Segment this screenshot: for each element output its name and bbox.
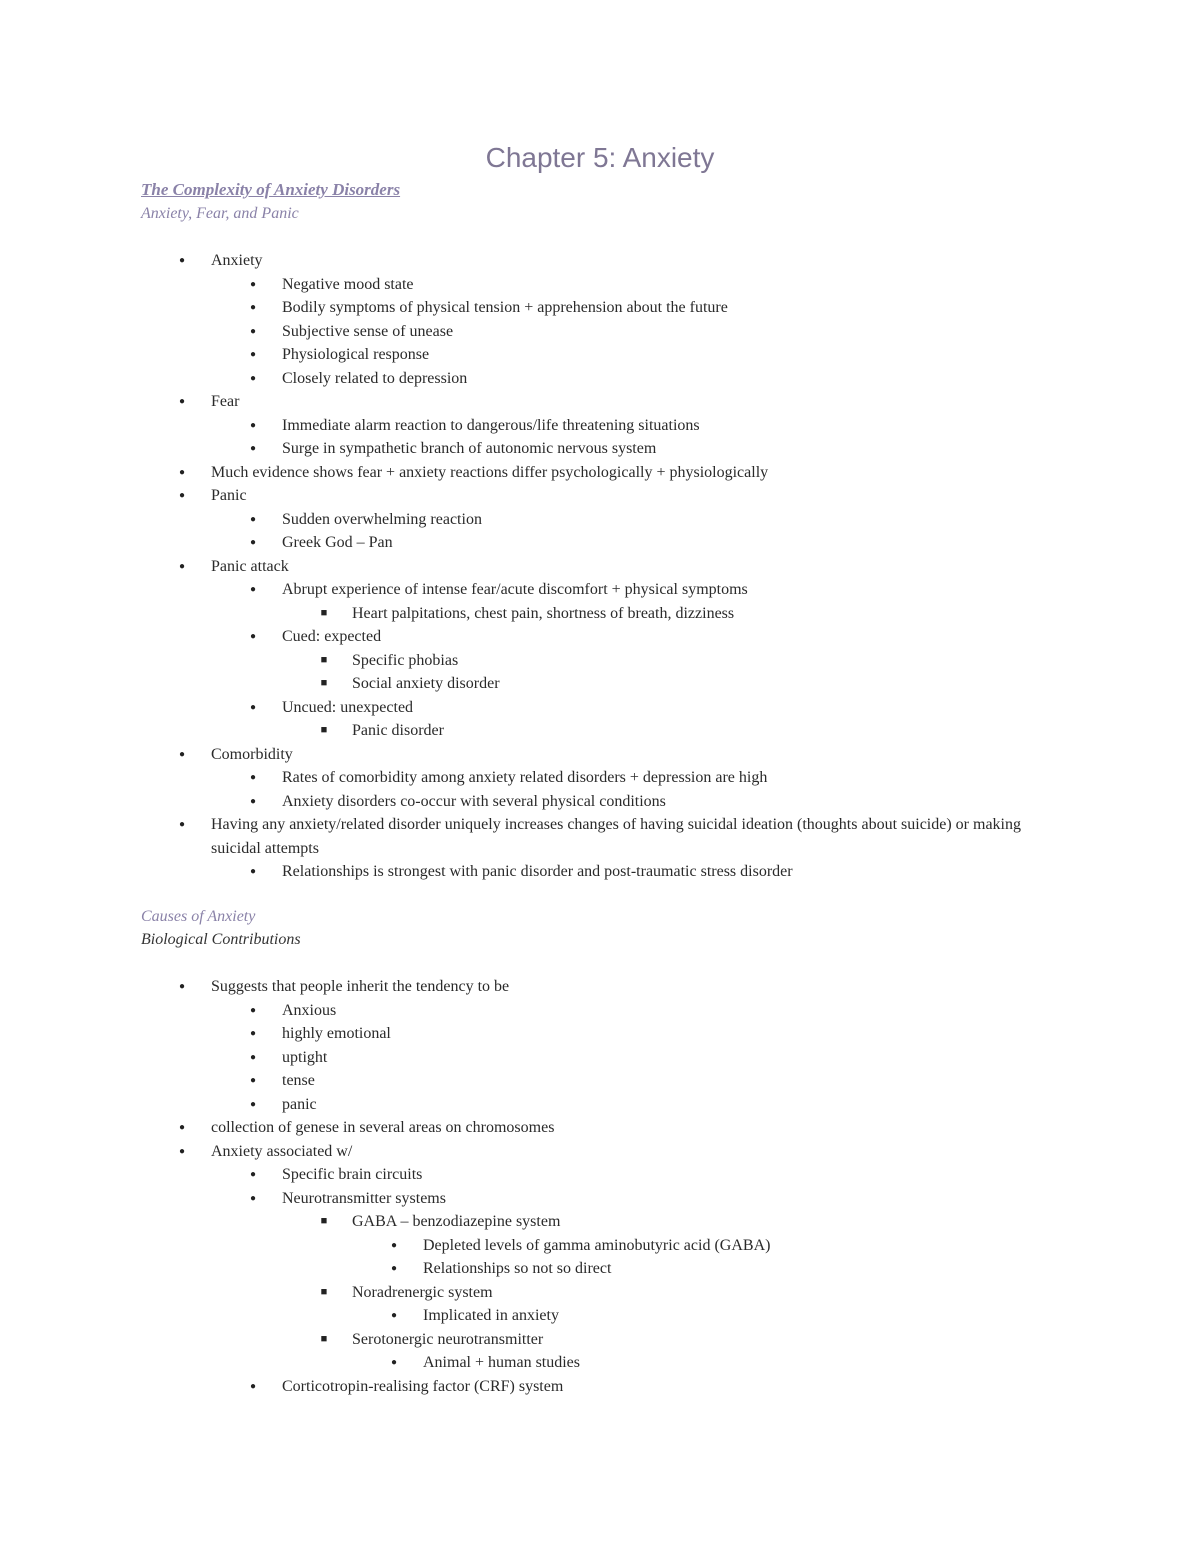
section-heading-complexity: The Complexity of Anxiety Disorders (141, 180, 401, 199)
bullet-icon: ● (249, 1075, 257, 1086)
list-item-text: Depleted levels of gamma aminobutyric acid (GABA) (423, 1236, 771, 1254)
list-item-text: Immediate alarm reaction to dangerous/life threatening situations (282, 416, 700, 434)
list-item (0, 461, 1071, 485)
bullet-icon: ● (249, 1192, 257, 1204)
bullet-icon: ■ (320, 1332, 328, 1345)
list-item (0, 343, 1142, 367)
list-item-text: Heart palpitations, chest pain, shortness of breath, dizziness (352, 604, 735, 622)
list-item (0, 625, 1142, 649)
list-item-text: Negative mood state (282, 275, 414, 293)
list-item (0, 367, 1142, 391)
bullet-icon: ● (249, 1051, 257, 1063)
list-item (0, 508, 1142, 532)
bullet-icon: ● (178, 560, 186, 572)
list-item (0, 1022, 1142, 1046)
list-item (0, 1234, 1200, 1258)
list-item-text: Animal + human studies (423, 1354, 581, 1371)
bullet-icon: ● (178, 1145, 186, 1157)
bullet-icon: ● (249, 349, 257, 360)
list-item (0, 484, 1071, 508)
list-item (0, 390, 1071, 414)
bullet-icon: ● (249, 513, 257, 525)
list-item (0, 975, 1071, 999)
list-item-text: highly emotional (282, 1025, 391, 1042)
list-item (0, 602, 1200, 626)
bullet-icon: ● (249, 278, 257, 290)
list-item (0, 1257, 1200, 1281)
list-item-text: Anxiety associated w/ (211, 1142, 353, 1160)
list-item-text: Subjective sense of unease (282, 322, 454, 340)
section-heading-causes: Causes of Anxiety (141, 908, 256, 925)
list-item-text: Specific phobias (352, 651, 459, 669)
bullet-icon: ● (249, 1098, 257, 1110)
list-item-text: Uncued: unexpected (282, 698, 414, 716)
list-item-text: Social anxiety disorder (352, 675, 500, 692)
bullet-icon: ■ (320, 677, 328, 689)
list-item-text: Relationships so not so direct (423, 1260, 612, 1277)
list-item (0, 249, 1071, 273)
bullet-icon: ■ (320, 1215, 328, 1227)
list-item (0, 1046, 1142, 1070)
list-item-text: Neurotransmitter systems (282, 1189, 446, 1207)
list-item (0, 1375, 1142, 1399)
bullet-icon: ● (249, 443, 257, 454)
list-item-text: Greek God – Pan (282, 534, 393, 551)
list-item (0, 672, 1200, 696)
list-item (0, 999, 1142, 1023)
list-item (0, 555, 1071, 579)
list-item-text: collection of genese in several areas on chromosomes (211, 1119, 555, 1136)
list-item-text: Cued: expected (282, 628, 382, 645)
bullet-icon: ● (178, 1122, 186, 1133)
list-item (0, 320, 1142, 344)
bullet-icon: ● (249, 1028, 257, 1039)
bullet-icon: ● (249, 325, 257, 337)
list-item-text: Panic disorder (352, 722, 444, 739)
list-item (0, 1304, 1200, 1328)
list-item (0, 1351, 1200, 1375)
bullet-icon: ● (249, 866, 257, 877)
list-item (0, 1069, 1142, 1093)
list-item (0, 296, 1142, 320)
list-item (0, 1281, 1200, 1305)
bullet-icon: ● (178, 748, 186, 760)
list-item-text: uptight (282, 1048, 328, 1066)
list-item-text: Implicated in anxiety (423, 1307, 559, 1324)
list-item-text: GABA – benzodiazepine system (352, 1213, 561, 1230)
bullet-icon: ● (178, 396, 186, 407)
list-item (0, 1140, 1071, 1164)
bullet-icon: ● (249, 302, 257, 313)
list-item-text: Noradrenergic system (352, 1283, 493, 1301)
list-item (0, 790, 1142, 814)
bullet-list-complexity (0, 249, 1200, 884)
list-item-text: Specific brain circuits (282, 1166, 423, 1183)
list-item (0, 1187, 1142, 1211)
list-item-text: Anxiety (211, 252, 263, 269)
list-item-text: Relationships is strongest with panic disorder and post-traumatic stress disorder (282, 863, 793, 880)
bullet-icon: ● (178, 255, 186, 266)
list-item-text: Panic (211, 487, 247, 504)
bullet-icon: ● (249, 537, 257, 548)
list-item-text: Corticotropin-realising factor (CRF) system (282, 1377, 564, 1395)
list-item (0, 1116, 1071, 1140)
list-item (0, 531, 1142, 555)
bullet-icon: ● (249, 701, 257, 713)
bullet-icon: ● (178, 819, 186, 830)
list-item-text: Anxious (282, 1001, 337, 1019)
list-item-text: Panic attack (211, 557, 289, 575)
list-item (0, 437, 1142, 461)
bullet-icon: ● (249, 772, 257, 783)
bullet-icon: ● (178, 981, 186, 992)
list-item-text: Much evidence shows fear + anxiety reactions differ psychologically + physiologically (211, 463, 769, 481)
list-item (0, 743, 1071, 767)
bullet-icon: ● (249, 795, 257, 807)
list-item (0, 766, 1142, 790)
list-item-text: Closely related to depression (282, 369, 468, 387)
list-item-text: Surge in sympathetic branch of autonomic nervous system (282, 440, 657, 457)
list-item (0, 1210, 1200, 1234)
bullet-list-causes (0, 975, 1200, 1398)
bullet-icon: ● (249, 1380, 257, 1392)
bullet-icon: ■ (320, 653, 328, 666)
subheading-anxiety-fear-panic: Anxiety, Fear, and Panic (141, 205, 299, 222)
list-item-text: panic (282, 1095, 317, 1113)
list-item-text: Sudden overwhelming reaction (282, 510, 482, 528)
bullet-icon: ● (249, 1004, 257, 1016)
list-item-text: Physiological response (282, 346, 430, 363)
bullet-icon: ■ (320, 606, 328, 619)
list-item-text: Abrupt experience of intense fear/acute discomfort + physical symptoms (282, 581, 748, 598)
list-item (0, 719, 1200, 743)
bullet-icon: ● (249, 372, 257, 384)
bullet-icon: ● (390, 1310, 398, 1321)
list-item-text: Serotonergic neurotransmitter (352, 1330, 544, 1348)
bullet-icon: ● (178, 490, 186, 501)
bullet-icon: ● (249, 1169, 257, 1180)
bullet-icon: ● (249, 584, 257, 595)
bullet-icon: ● (249, 419, 257, 431)
list-item-text: Comorbidity (211, 745, 293, 763)
list-item-text: tense (282, 1072, 315, 1089)
list-item (0, 649, 1200, 673)
list-item-text: Having any anxiety/related disorder uniquely increases changes of having suicidal ideation (thoughts about suicide) or making suicidal attempts (211, 816, 1021, 857)
subheading-biological-contributions: Biological Contributions (141, 931, 301, 948)
list-item-text: Rates of comorbidity among anxiety related disorders + depression are high (282, 769, 768, 786)
bullet-icon: ● (249, 631, 257, 642)
list-item (0, 578, 1142, 602)
list-item-text: Fear (211, 393, 240, 410)
list-item-text: Anxiety disorders co-occur with several physical conditions (282, 792, 666, 810)
list-item (0, 414, 1142, 438)
list-item (0, 1163, 1142, 1187)
bullet-icon: ● (390, 1239, 398, 1251)
list-item (0, 1093, 1142, 1117)
list-item-text: Suggests that people inherit the tendency to be (211, 978, 510, 995)
bullet-icon: ● (390, 1263, 398, 1274)
list-item (0, 1328, 1200, 1352)
bullet-icon: ■ (320, 1285, 328, 1298)
list-item (0, 696, 1142, 720)
list-item-text: Bodily symptoms of physical tension + apprehension about the future (282, 299, 728, 316)
bullet-icon: ● (390, 1357, 398, 1368)
list-item (0, 273, 1142, 297)
list-item (0, 813, 1071, 860)
bullet-icon: ■ (320, 724, 328, 736)
page-title: Chapter 5: Anxiety (485, 142, 715, 173)
list-item (0, 860, 1142, 884)
bullet-icon: ● (178, 466, 186, 478)
